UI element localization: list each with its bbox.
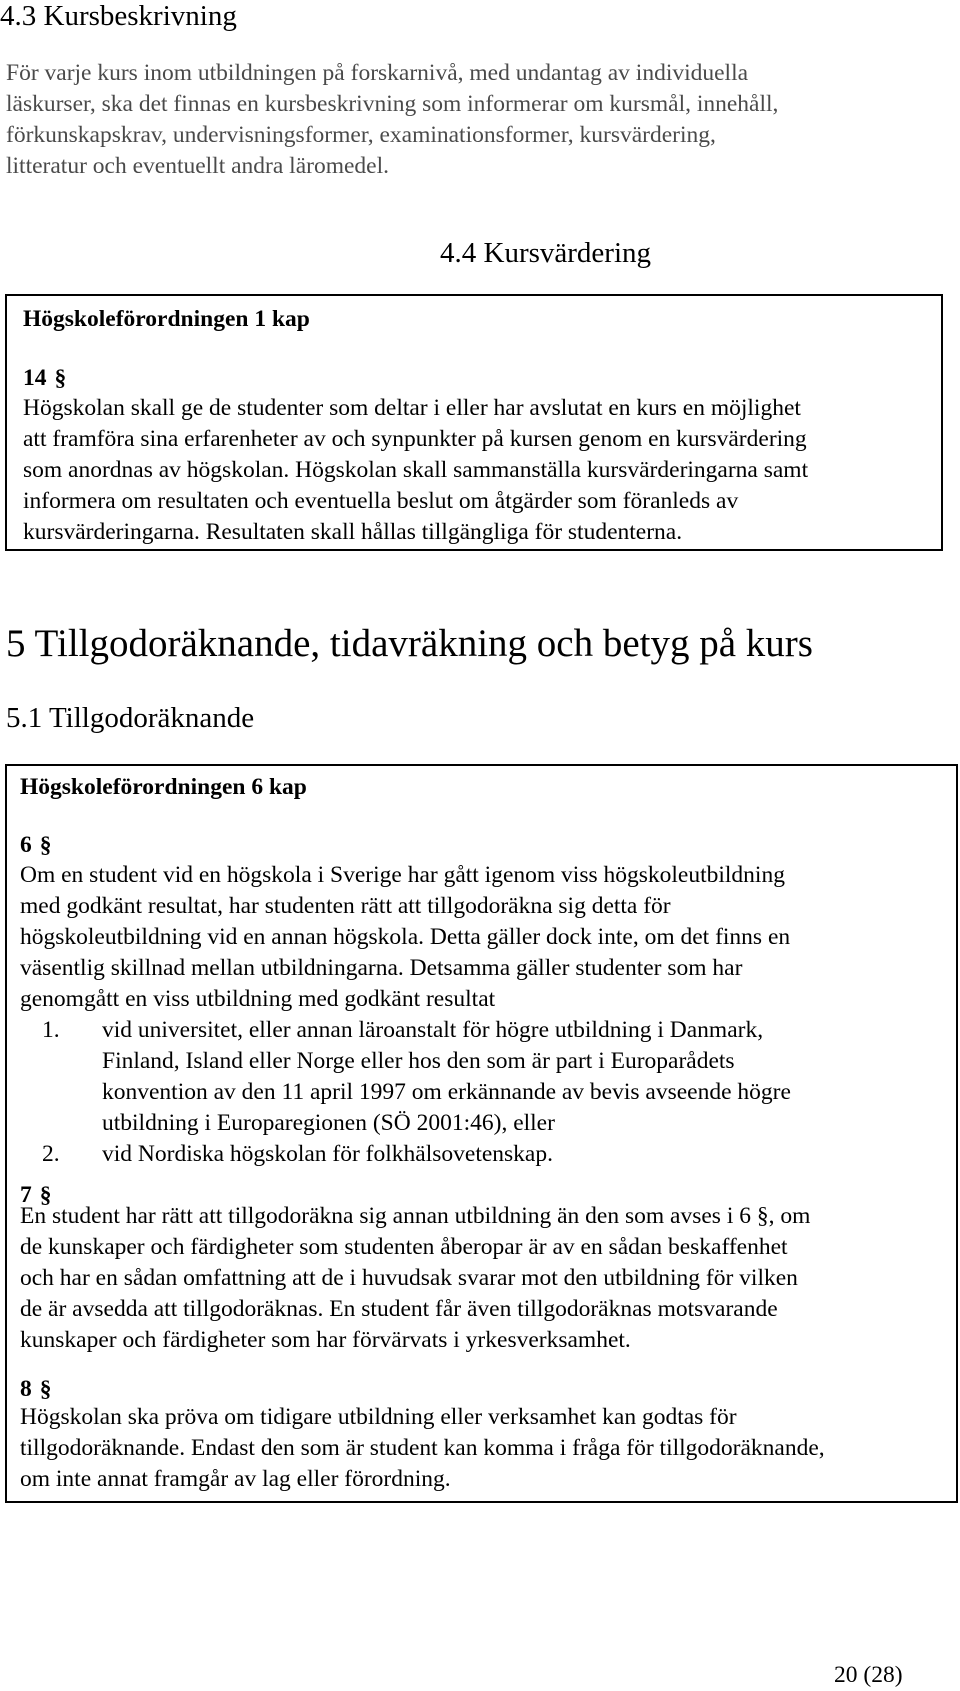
list-line: vid universitet, eller annan läroanstalt för högre utbildning i Danmark, [102, 1017, 764, 1043]
text-line: väsentlig skillnad mellan utbildningarna. Detsamma gäller studenter som har [20, 955, 743, 981]
text-line: och har en sådan omfattning att de i huvudsak svarar mot den utbildning för vilken [20, 1265, 798, 1291]
page-number: 20 (28) [834, 1662, 903, 1688]
statute-title: Högskoleförordningen 1 kap [23, 306, 310, 332]
text-line: om inte annat framgår av lag eller förordning. [20, 1466, 451, 1492]
text-line: En student har rätt att tillgodoräkna sig annan utbildning än den som avses i 6 §, om [20, 1203, 811, 1229]
section-4-3-paragraph [6, 58, 778, 182]
list-item [42, 1139, 791, 1170]
statute-paragraph-14 [23, 364, 66, 392]
text-line: genomgått en viss utbildning med godkänt resultat [20, 986, 496, 1012]
paragraph-number: 14 [23, 365, 47, 391]
statute-title: Högskoleförordningen 6 kap [20, 774, 307, 800]
paragraph-line: litteratur och eventuellt andra läromedel. [6, 153, 390, 179]
statute-6-text [20, 860, 790, 1015]
section-heading-5-1: 5.1 Tillgodoräknande [6, 702, 255, 734]
statute-14-text [23, 393, 808, 548]
text-line: med godkänt resultat, har studenten rätt att tillgodoräkna sig detta för [20, 893, 671, 919]
statute-6-list [42, 1015, 791, 1170]
section-sign-icon: § [39, 832, 52, 858]
text-line: informera om resultaten och eventuella beslut om åtgärder som föranleds av [23, 488, 739, 514]
paragraph-number: 7 [20, 1182, 32, 1208]
text-line: Högskolan skall ge de studenter som deltar i eller har avslutat en kurs en möjlighet [23, 395, 801, 421]
statute-paragraph-8 [20, 1375, 52, 1403]
list-line: vid Nordiska högskolan för folkhälsovetenskap. [102, 1141, 553, 1167]
list-line: utbildning i Europaregionen (SÖ 2001:46), eller [102, 1110, 555, 1136]
text-line: kunskaper och färdigheter som har förvärvats i yrkesverksamhet. [20, 1327, 631, 1353]
paragraph-line: förkunskapskrav, undervisningsformer, examinationsformer, kursvärdering, [6, 122, 716, 148]
text-line: Högskolan ska pröva om tidigare utbildning eller verksamhet kan godtas för [20, 1404, 737, 1430]
text-line: de kunskaper och färdigheter som studenten åberopar är av en sådan beskaffenhet [20, 1234, 788, 1260]
text-line: som anordnas av högskolan. Högskolan skall sammanställa kursvärderingarna samt [23, 457, 809, 483]
list-number: 1. [42, 1017, 60, 1043]
list-line: Finland, Island eller Norge eller hos den som är part i Europarådets [102, 1048, 735, 1074]
section-sign-icon: § [39, 1182, 52, 1208]
list-item [42, 1015, 791, 1139]
text-line: högskoleutbildning vid en annan högskola. Detta gäller dock inte, om det finns en [20, 924, 791, 950]
statute-paragraph-6 [20, 831, 52, 859]
text-line: tillgodoräknande. Endast den som är student kan komma i fråga för tillgodoräknande, [20, 1435, 825, 1461]
list-number: 2. [42, 1141, 60, 1167]
text-line: att framföra sina erfarenheter av och synpunkter på kursen genom en kursvärdering [23, 426, 807, 452]
chapter-heading-5: 5 Tillgodoräknande, tidavräkning och betyg på kurs [6, 622, 813, 665]
section-heading-4-4: 4.4 Kursvärdering [440, 237, 652, 269]
text-line: kursvärderingarna. Resultaten skall hållas tillgängliga för studenterna. [23, 519, 683, 545]
statute-7-text [20, 1201, 810, 1356]
statute-8-text [20, 1402, 825, 1495]
section-heading-4-3: 4.3 Kursbeskrivning [0, 0, 237, 32]
paragraph-number: 6 [20, 832, 32, 858]
section-sign-icon: § [39, 1376, 52, 1402]
paragraph-line: läskurser, ska det finnas en kursbeskrivning som informerar om kursmål, innehåll, [6, 91, 779, 117]
list-line: konvention av den 11 april 1997 om erkännande av bevis avseende högre [102, 1079, 791, 1105]
section-sign-icon: § [54, 365, 67, 391]
paragraph-line: För varje kurs inom utbildningen på forskarnivå, med undantag av individuella [6, 60, 749, 86]
text-line: Om en student vid en högskola i Sverige har gått igenom viss högskoleutbildning [20, 862, 785, 888]
text-line: de är avsedda att tillgodoräknas. En student får även tillgodoräknas motsvarande [20, 1296, 778, 1322]
paragraph-number: 8 [20, 1376, 32, 1402]
